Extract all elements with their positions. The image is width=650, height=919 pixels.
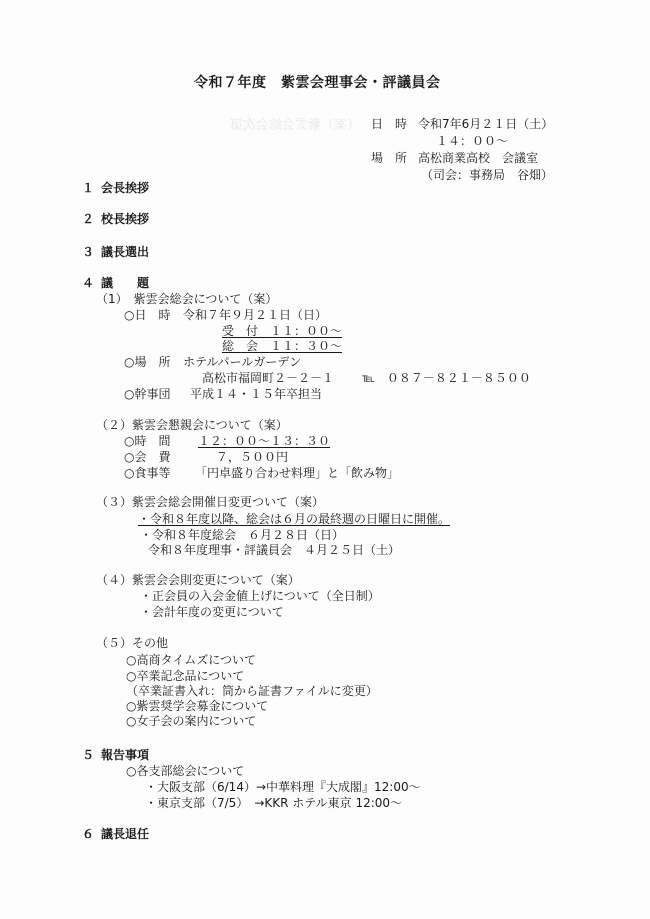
agenda-4-bullet-1: ・正会員の入会金値上げについて（全日制） (140, 589, 380, 603)
time-value: １４：００～ (436, 134, 509, 148)
item-2-text: 校長挨拶 (101, 212, 150, 226)
agenda-3-bullet-3: 令和８年度理事・評議員会 ４月２５日（土） (148, 543, 401, 557)
bleed-through-text: （案）紫雲会総会次第 (230, 118, 361, 133)
place-label: 場 所 (371, 151, 408, 165)
item-6-text: 議長退任 (101, 827, 150, 841)
agenda-1-address: 高松市福岡町２－２－１ (202, 371, 335, 385)
item-1-text: 会長挨拶 (101, 181, 150, 195)
agenda-5-item-2-note: （卒業証書入れ：筒から証書ファイルに変更） (126, 684, 378, 698)
agenda-1-place-label: ○場 所 (124, 355, 171, 369)
item-5-number: ５ (82, 748, 95, 762)
agenda-2-food-value: 「円卓盛り合わせ料理」と「飲み物」 (195, 466, 400, 480)
agenda-5-item-1: ○高商タイムズについて (126, 653, 256, 667)
agenda-3-heading: （３）紫雲会総会開催日変更ついて（案） (96, 495, 325, 509)
item-5-text: 報告事項 (101, 748, 150, 762)
item-1-number: １ (82, 181, 95, 195)
agenda-2-heading: （２）紫雲会懇親会について（案） (96, 418, 288, 432)
agenda-4-bullet-2: ・会計年度の変更について (140, 605, 284, 619)
date-value: 令和7年6月２１日（土） (418, 117, 554, 131)
agenda-2-fee-label: ○会 費 (124, 450, 171, 464)
agenda-2-time-label: ○時 間 (124, 434, 171, 448)
item-6-number: ６ (82, 827, 95, 841)
document-title: 令和７年度 紫雲会理事会・評議員会 (194, 75, 441, 91)
agenda-3-bullet-1: ・令和８年度以降、総会は６月の最終週の日曜日に開催。 (138, 512, 451, 526)
agenda-5-item-4: ○女子会の案内について (126, 714, 257, 728)
agenda-1-reception: 受 付 １１：００～ (222, 324, 343, 338)
agenda-1-meeting: 総 会 １１：３０～ (222, 339, 343, 353)
agenda-1-host-label: ○幹事団 (124, 387, 171, 401)
item-4-number: ４ (82, 276, 95, 290)
agenda-4-heading: （４）紫雲会会則変更について（案） (96, 573, 300, 587)
agenda-1-heading: （1） 紫雲会総会について（案） (96, 292, 278, 306)
report-tokyo-branch: ・東京支部（7/5） →KKR ホテル東京 12:00～ (145, 796, 403, 810)
agenda-3-bullet-2: ・令和８年度総会 ６月２８日（日） (140, 528, 345, 542)
agenda-1-date-label: ○日 時 (124, 308, 171, 322)
item-4-text: 議 題 (101, 276, 150, 290)
agenda-5-item-2: ○卒業記念品について (126, 669, 245, 683)
agenda-2-time-value: １２：００～１３：３０ (198, 434, 331, 448)
item-3-number: ３ (82, 245, 95, 259)
agenda-2-fee-value: ７，５００円 (216, 450, 289, 464)
report-osaka-branch: ・大阪支部（6/14）→中華料理『大成閣』12:00～ (145, 780, 421, 794)
agenda-1-place-value: ホテルパールガーデン (183, 355, 302, 369)
place-value: 高松商業高校 会議室 (418, 151, 539, 165)
agenda-5-item-3: ○紫雲奨学会募金について (126, 699, 269, 713)
moderator: （司会：事務局 谷畑） (421, 168, 554, 182)
agenda-2-food-label: ○食事等 (124, 466, 171, 480)
agenda-1-tel: ℡ ０８７－８２１－８５００ (362, 371, 531, 385)
item-3-text: 議長選出 (101, 245, 150, 259)
item-2-number: ２ (82, 212, 95, 226)
agenda-1-date-value: 令和７年９月２１日（日） (183, 308, 328, 322)
agenda-5-heading: （５）その他 (96, 636, 169, 650)
date-label: 日 時 (371, 117, 408, 131)
agenda-1-host-value: 平成１４・１５年卒担当 (190, 387, 323, 401)
report-subheading: ○各支部総会について (126, 764, 245, 778)
